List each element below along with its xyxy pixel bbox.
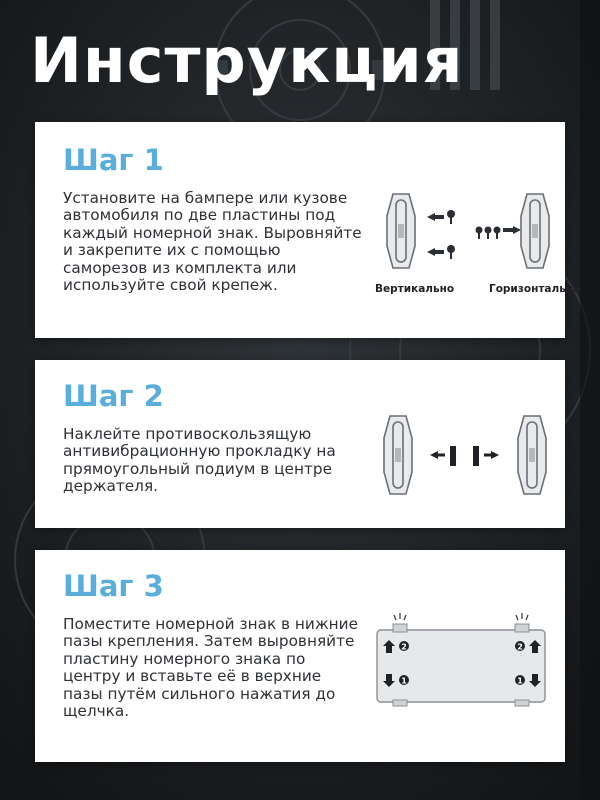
step-3-heading: Шаг 3 (63, 569, 164, 603)
left-plate-icon (384, 416, 412, 494)
step-2-card (35, 360, 565, 528)
vertical-plate-icon (387, 194, 415, 268)
marker-top-right: 2 (517, 642, 523, 652)
license-plate-icon (377, 624, 545, 706)
label-horizontal: Горизонтально (489, 283, 581, 295)
label-vertical: Вертикально (375, 283, 455, 295)
page-title: Инструкция (30, 24, 464, 97)
step-1-heading: Шаг 1 (63, 143, 164, 177)
anti-vibration-pad-icon (430, 446, 499, 466)
step-1-illustration (375, 186, 581, 306)
step-1-text: Установите на бампере или кузове автомобиля по две пластины под каждый номерной знак. Выровняйте и закрепите их с помощью саморезов из комплекта или используйте свой крепеж. (63, 189, 362, 295)
marker-top-left: 2 (401, 642, 407, 652)
screw-icon (427, 210, 521, 259)
step-2-illustration (380, 410, 560, 502)
marker-bottom-left: 1 (401, 676, 407, 686)
marker-bottom-right: 1 (517, 676, 523, 686)
step-1-card (35, 122, 581, 338)
step-3-illustration (367, 612, 557, 712)
click-burst-icon (394, 613, 528, 620)
horizontal-plate-icon (521, 194, 549, 268)
step-2-text: Наклейте противоскользящую антивибрационную прокладку на прямоугольный подиум в центре держателя. (63, 425, 336, 496)
step-3-text: Поместите номерной знак в нижние пазы крепления. Затем выровняйте пластину номерного знака по центру и вставьте её в верхние пазы путём сильного нажатия до щелчка. (63, 615, 359, 721)
step-2-heading: Шаг 2 (63, 379, 164, 413)
right-plate-icon (518, 416, 546, 494)
step-3-card (35, 550, 565, 762)
